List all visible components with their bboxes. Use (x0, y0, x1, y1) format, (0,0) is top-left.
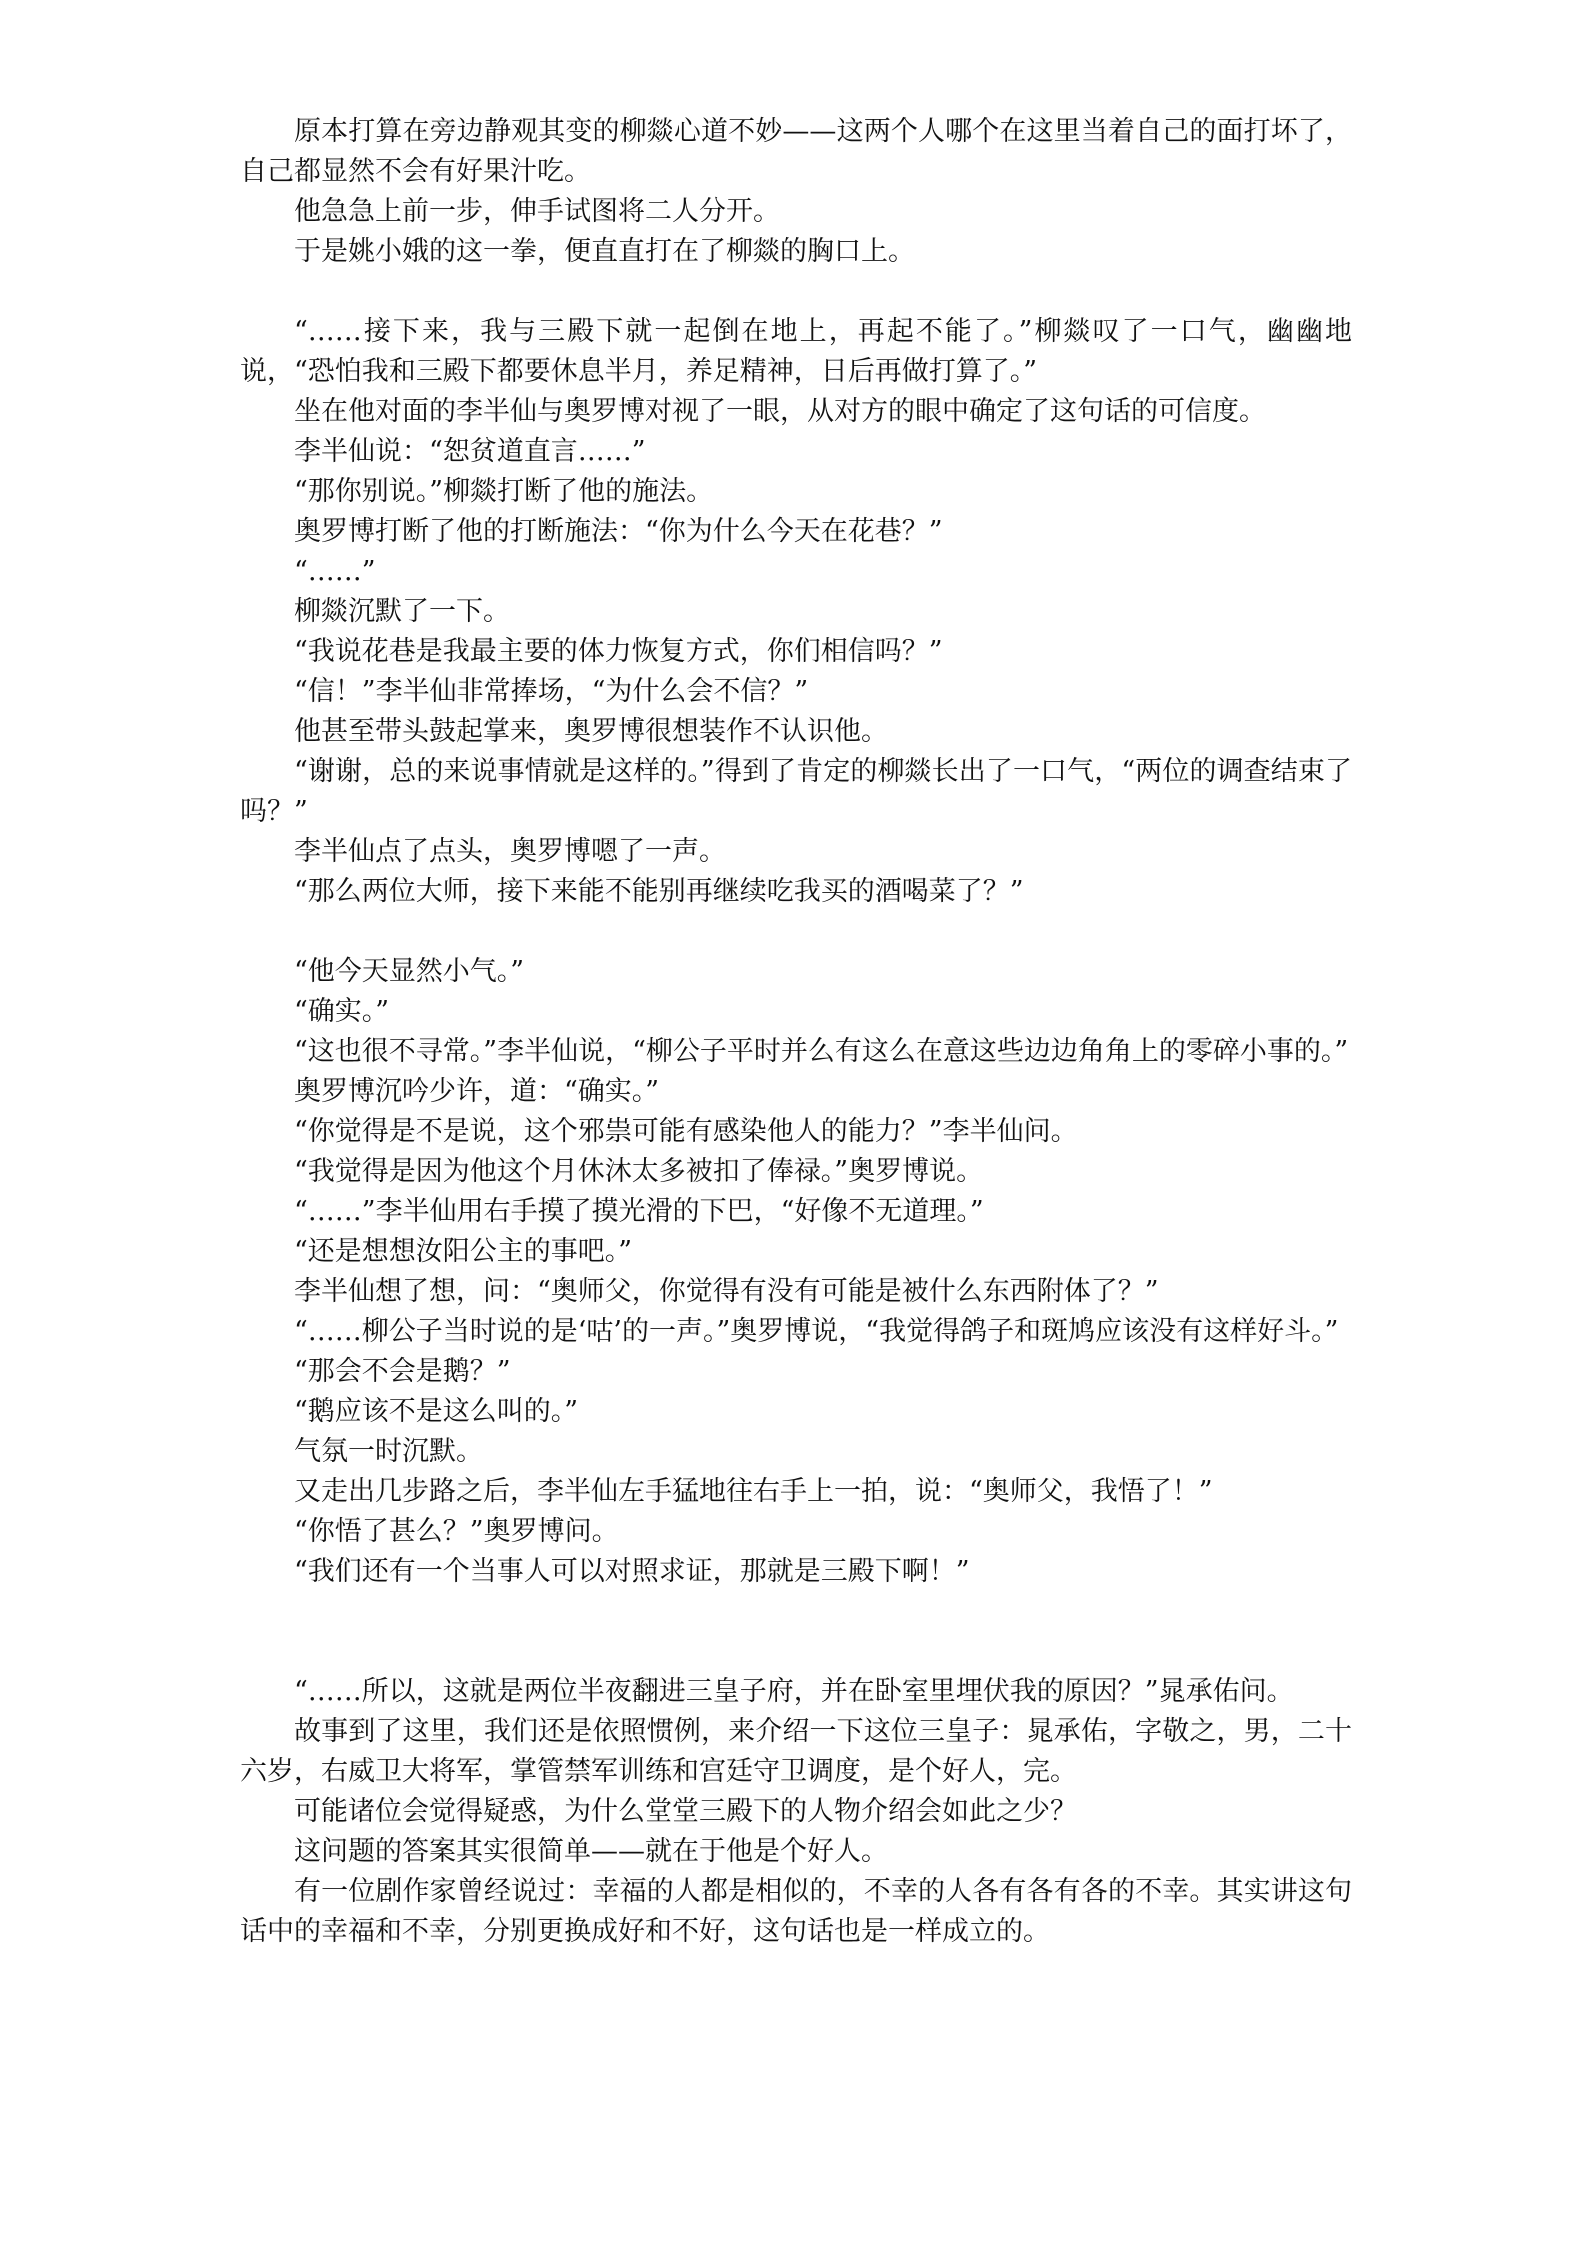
paragraph: 坐在他对面的李半仙与奥罗博对视了一眼，从对方的眼中确定了这句话的可信度。 (294, 396, 1266, 427)
section-2 (240, 312, 1352, 912)
paragraph: 他急急上前一步，伸手试图将二人分开。 (294, 196, 780, 227)
paragraph: “确实。” (294, 996, 390, 1027)
section-4 (240, 1672, 1352, 1952)
paragraph: “你觉得是不是说，这个邪祟可能有感染他人的能力？”李半仙问。 (294, 1116, 1078, 1147)
paragraph: 柳燚沉默了一下。 (294, 596, 510, 627)
paragraph: 原本打算在旁边静观其变的柳燚心道不妙——这两个人哪个在这里当着自己的面打坏了，自己都显然不会有好果汁吃。 (240, 116, 1352, 187)
paragraph: “……” (294, 556, 376, 587)
paragraph: 李半仙说：“恕贫道直言……” (294, 436, 646, 467)
paragraph: 故事到了这里，我们还是依照惯例，来介绍一下这位三皇子：晁承佑，字敬之，男，二十六岁，右威卫大将军，掌管禁军训练和宫廷守卫调度，是个好人，完。 (240, 1716, 1352, 1787)
paragraph: 又走出几步路之后，李半仙左手猛地往右手上一拍，说：“奥师父，我悟了！” (294, 1476, 1213, 1507)
section-break (240, 912, 1352, 952)
paragraph: 李半仙点了点头，奥罗博嗯了一声。 (294, 836, 726, 867)
paragraph: “我们还有一个当事人可以对照求证，那就是三殿下啊！” (294, 1556, 970, 1587)
paragraph: 这问题的答案其实很简单——就在于他是个好人。 (294, 1836, 888, 1867)
section-1 (240, 112, 1352, 272)
paragraph: “我说花巷是我最主要的体力恢复方式，你们相信吗？” (294, 636, 943, 667)
paragraph: “……”李半仙用右手摸了摸光滑的下巴，“好像不无道理。” (294, 1196, 984, 1227)
paragraph: 奥罗博打断了他的打断施法：“你为什么今天在花巷？” (294, 516, 943, 547)
paragraph: “我觉得是因为他这个月休沐太多被扣了俸禄。”奥罗博说。 (294, 1156, 984, 1187)
section-break (240, 1592, 1352, 1672)
section-3 (240, 952, 1352, 1592)
paragraph: “还是想想汝阳公主的事吧。” (294, 1236, 633, 1267)
paragraph: “鹅应该不是这么叫的。” (294, 1396, 579, 1427)
paragraph: 可能诸位会觉得疑惑，为什么堂堂三殿下的人物介绍会如此之少？ (294, 1796, 1077, 1827)
paragraph: “你悟了甚么？”奥罗博问。 (294, 1516, 619, 1547)
paragraph: 奥罗博沉吟少许，道：“确实。” (294, 1076, 660, 1107)
paragraph: “信！”李半仙非常捧场，“为什么会不信？” (294, 676, 809, 707)
paragraph: “谢谢，总的来说事情就是这样的。”得到了肯定的柳燚长出了一口气，“两位的调查结束了吗？” (240, 756, 1352, 827)
paragraph: 气氛一时沉默。 (294, 1436, 483, 1467)
paragraph: “那你别说。”柳燚打断了他的施法。 (294, 476, 714, 507)
paragraph: “……接下来，我与三殿下就一起倒在地上，再起不能了。”柳燚叹了一口气，幽幽地说，“恐怕我和三殿下都要休息半月，养足精神，日后再做打算了。” (240, 316, 1352, 387)
paragraph: “……柳公子当时说的是‘咕’的一声。”奥罗博说，“我觉得鸽子和斑鸠应该没有这样好斗。” (294, 1316, 1339, 1347)
paragraph: 于是姚小娥的这一拳，便直直打在了柳燚的胸口上。 (294, 236, 915, 267)
paragraph: 他甚至带头鼓起掌来，奥罗博很想装作不认识他。 (294, 716, 888, 747)
paragraph: “那么两位大师，接下来能不能别再继续吃我买的酒喝菜了？” (294, 876, 1024, 907)
paragraph: “他今天显然小气。” (294, 956, 525, 987)
paragraph: “那会不会是鹅？” (294, 1356, 511, 1387)
paragraph: “这也很不寻常。”李半仙说，“柳公子平时并么有这么在意这些边边角角上的零碎小事的。” (294, 1036, 1349, 1067)
section-break (240, 272, 1352, 312)
document-page (240, 112, 1352, 1952)
paragraph: 有一位剧作家曾经说过：幸福的人都是相似的，不幸的人各有各有各的不幸。其实讲这句话中的幸福和不幸，分别更换成好和不好，这句话也是一样成立的。 (240, 1876, 1352, 1947)
paragraph: 李半仙想了想，问：“奥师父，你觉得有没有可能是被什么东西附体了？” (294, 1276, 1159, 1307)
paragraph: “……所以，这就是两位半夜翻进三皇子府，并在卧室里埋伏我的原因？”晁承佑问。 (294, 1676, 1294, 1707)
